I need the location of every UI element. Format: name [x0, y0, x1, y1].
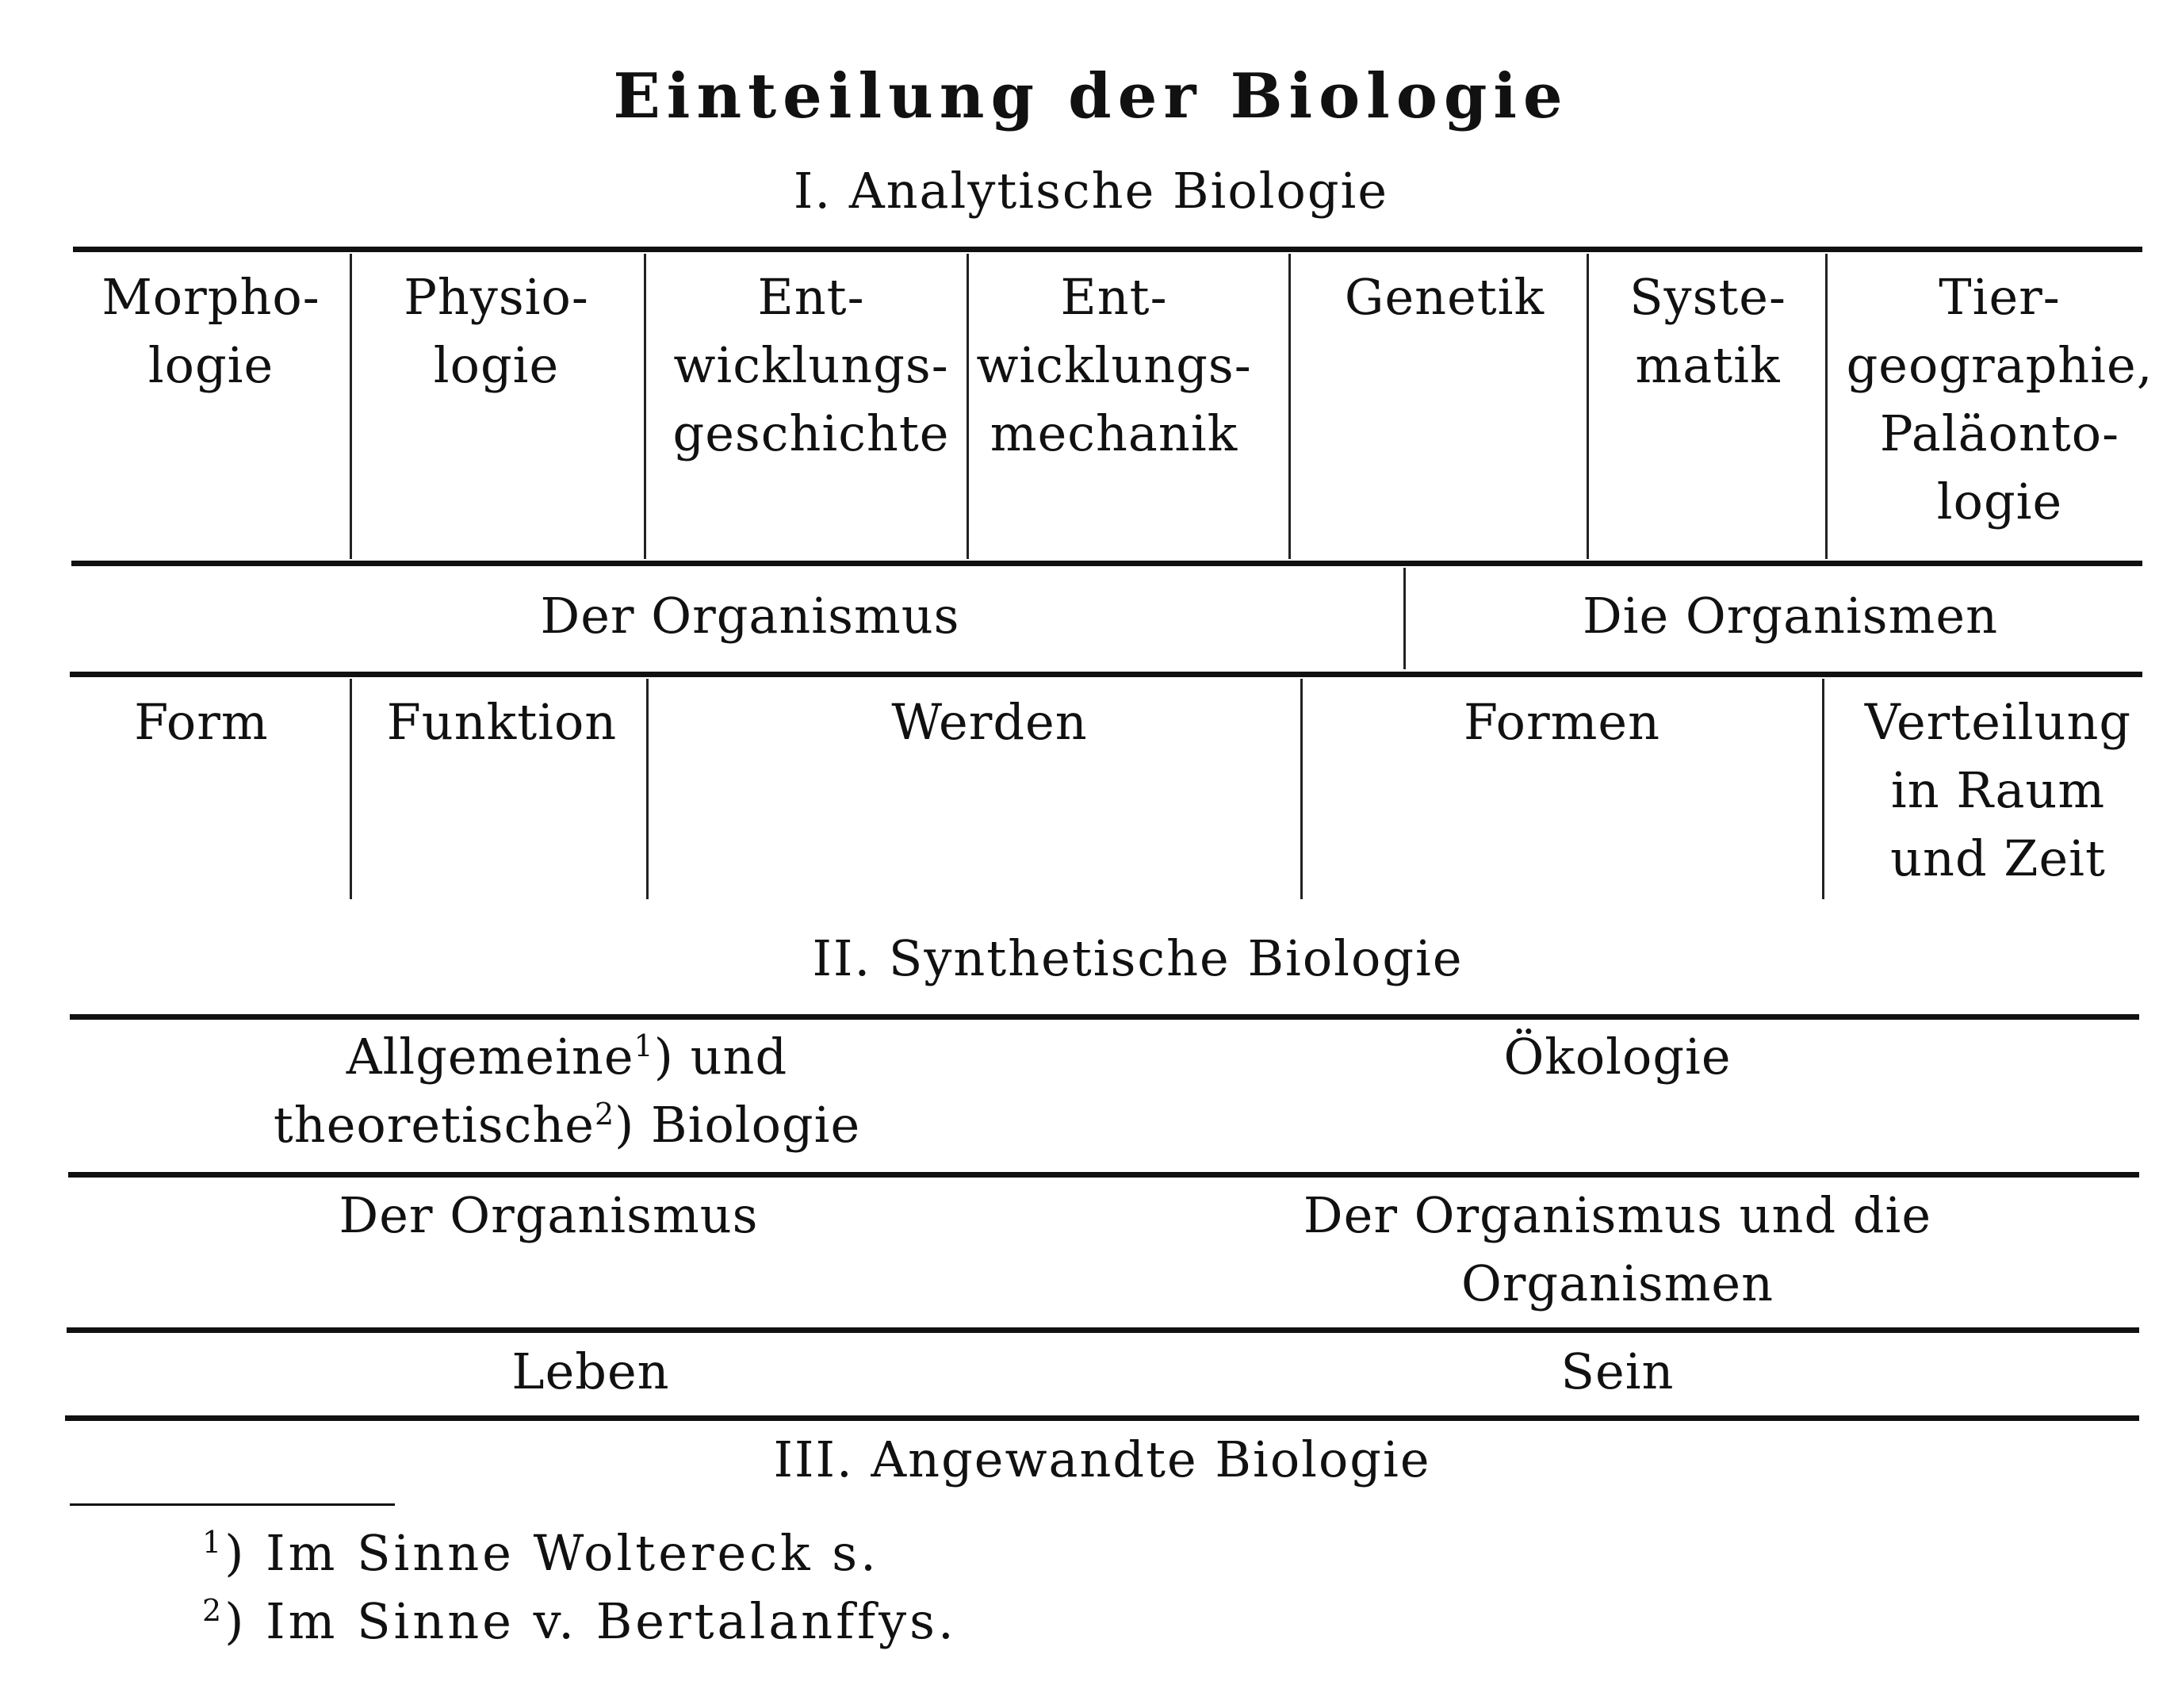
- synthetic-aspect-sein: Sein: [1560, 1342, 1675, 1400]
- rule-top-synthetic: [70, 1014, 2139, 1020]
- synthetic-aspect-leben: Leben: [511, 1342, 670, 1400]
- aspect-formen: Formen: [1463, 693, 1661, 751]
- subject-der-organismus: Der Organismus: [540, 587, 960, 645]
- section-analytische-biologie: I. Analytische Biologie: [793, 162, 1389, 220]
- synthetic-subject-organismus-und-organismen: Der Organismus und die Organismen: [1303, 1186, 1932, 1312]
- rule-below-synthetic-subject: [67, 1327, 2139, 1333]
- divider: [350, 679, 352, 899]
- subject-die-organismen: Die Organismen: [1582, 587, 1999, 645]
- aspect-werden: Werden: [891, 693, 1088, 751]
- footnote-2: $^2$) Im Sinne v. Bertalanffys.: [202, 1592, 957, 1650]
- discipline-entwicklungsgeschichte: Ent- wicklungs- geschichte: [672, 268, 950, 462]
- divider: [1587, 254, 1589, 559]
- rule-below-synthetic: [68, 1172, 2139, 1178]
- aspect-verteilung: Verteilung in Raum und Zeit: [1864, 693, 2132, 887]
- discipline-physiologie: Physio- logie: [404, 268, 589, 394]
- aspect-form: Form: [134, 693, 269, 751]
- rule-below-subject: [70, 672, 2142, 677]
- footnote-separator: [70, 1503, 395, 1506]
- synthetic-allgemeine-theoretische: Allgemeine$^1$) und theoretische$^2$) Biologie: [273, 1028, 861, 1154]
- rule-below-disciplines: [71, 561, 2142, 566]
- divider: [1300, 679, 1303, 899]
- divider: [1403, 568, 1406, 669]
- rule-top-analytic: [73, 247, 2142, 252]
- aspect-funktion: Funktion: [386, 693, 618, 751]
- divider: [1822, 679, 1824, 899]
- synthetic-subject-der-organismus: Der Organismus: [339, 1186, 759, 1244]
- discipline-genetik: Genetik: [1344, 268, 1545, 326]
- rule-below-synthetic-aspect: [65, 1415, 2139, 1421]
- section-synthetische-biologie: II. Synthetische Biologie: [812, 929, 1464, 987]
- discipline-entwicklungsmechanik: Ent- wicklungs- mechanik: [976, 268, 1252, 462]
- discipline-morphologie: Morpho- logie: [101, 268, 320, 394]
- page-title: Einteilung der Biologie: [613, 60, 1569, 132]
- synthetic-oekologie: Ökologie: [1503, 1028, 1732, 1086]
- divider: [1288, 254, 1291, 559]
- divider: [644, 254, 646, 559]
- footnote-1: $^1$) Im Sinne Woltereck s.: [202, 1524, 879, 1582]
- divider: [350, 254, 352, 559]
- divider: [1825, 254, 1828, 559]
- divider: [967, 254, 969, 559]
- discipline-tiergeographie-palaeontologie: Tier- geographie, Paläonto- logie: [1846, 268, 2153, 530]
- discipline-systematik: Syste- matik: [1629, 268, 1786, 394]
- divider: [646, 679, 649, 899]
- section-angewandte-biologie: III. Angewandte Biologie: [773, 1430, 1431, 1488]
